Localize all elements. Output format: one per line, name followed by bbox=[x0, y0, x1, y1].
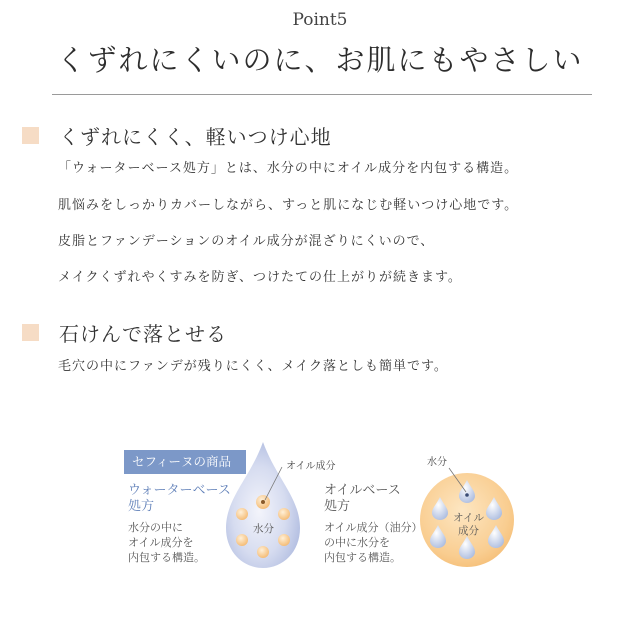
section-title: 石けんで落とせる bbox=[59, 322, 227, 346]
oil-component-callout: オイル成分 bbox=[286, 461, 336, 472]
water-base-title: ウォーターベース 処方 bbox=[128, 483, 231, 514]
water-base-description: 水分の中に オイル成分を 内包する構造。 bbox=[128, 521, 205, 564]
product-label-badge: セフィーヌの商品 bbox=[124, 450, 246, 474]
oil-dot bbox=[278, 534, 290, 546]
oil-dot bbox=[236, 534, 248, 546]
oil-dot bbox=[257, 546, 269, 558]
point-number: Point5 bbox=[288, 10, 351, 30]
paragraph-line: 毛穴の中にファンデが残りにくく、メイク落としも簡単です。 bbox=[58, 359, 448, 374]
oil-dot bbox=[278, 508, 290, 520]
oil-inner-label: オイル 成分 bbox=[453, 512, 484, 537]
oil-base-description: オイル成分（油分） の中に水分を 内包する構造。 bbox=[324, 521, 423, 564]
water-inner-label: 水分 bbox=[253, 523, 274, 535]
paragraph-line: 肌悩みをしっかりカバーしながら、すっと肌になじむ軽いつけ心地です。 bbox=[58, 198, 519, 213]
paragraph-line: メイクくずれやくすみを防ぎ、つけたての仕上がりが続きます。 bbox=[58, 270, 462, 285]
water-component-callout: 水分 bbox=[427, 457, 447, 468]
oil-base-title: オイルベース 処方 bbox=[324, 483, 401, 514]
page-headline: くずれにくいのに、お肌にもやさしい bbox=[56, 43, 584, 77]
oil-dot bbox=[236, 508, 248, 520]
oil-dot-core bbox=[261, 500, 265, 504]
paragraph-line: 「ウォーターベース処方」とは、水分の中にオイル成分を内包する構造。 bbox=[58, 161, 519, 176]
section-title: くずれにくく、軽いつけ心地 bbox=[59, 125, 332, 149]
paragraph-line: 皮脂とファンデーションのオイル成分が混ざりにくいので、 bbox=[58, 234, 435, 249]
